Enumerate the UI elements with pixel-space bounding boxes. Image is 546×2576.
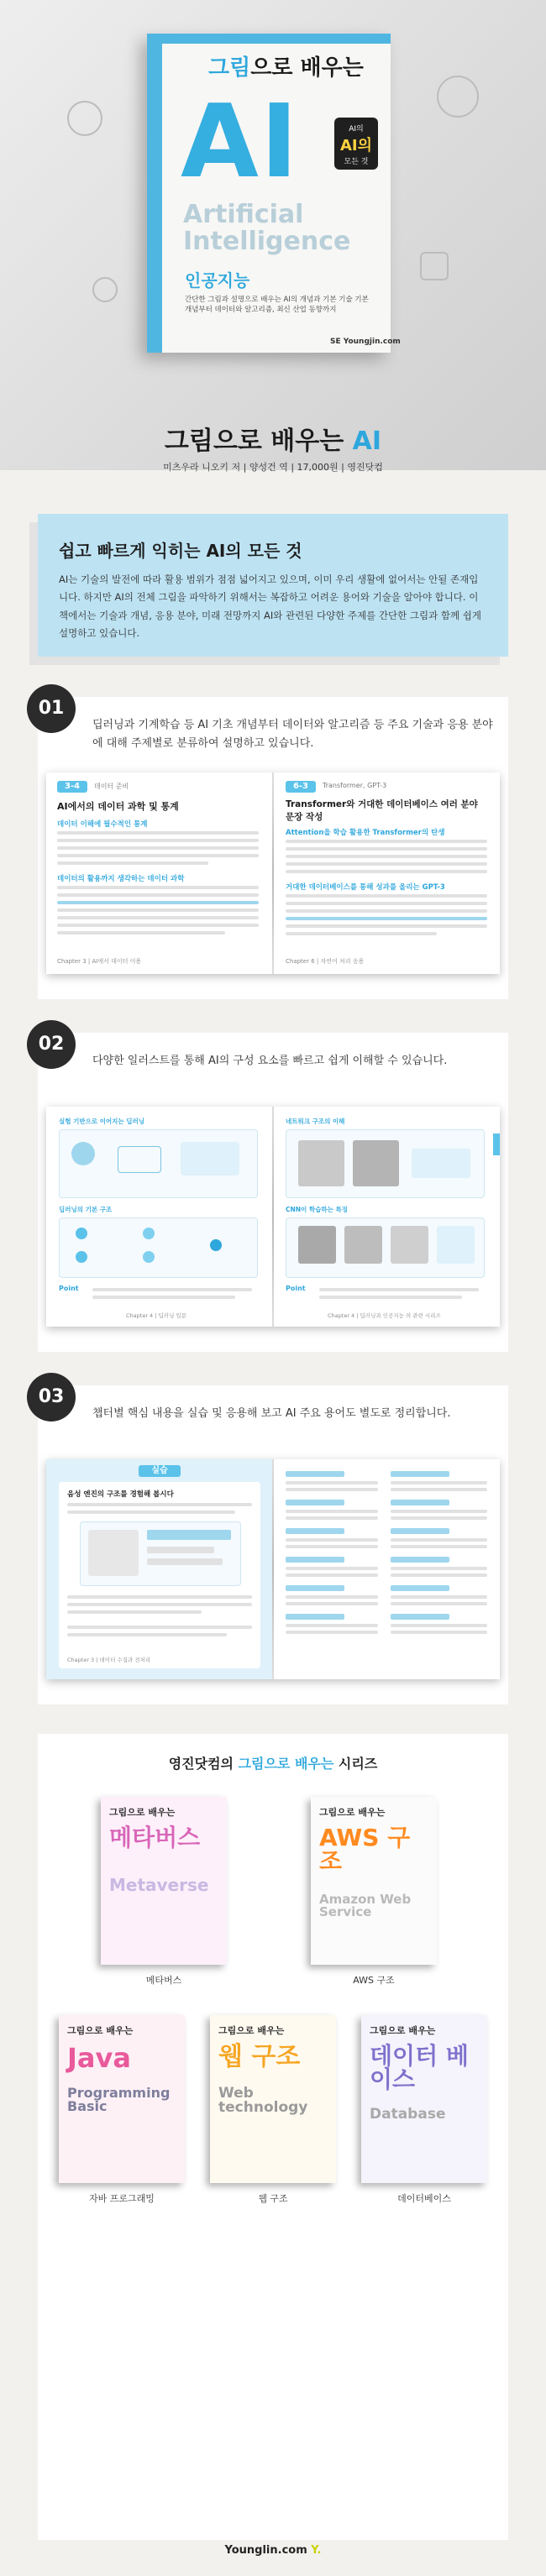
text-line <box>67 1626 252 1629</box>
glossary-term-bar <box>286 1614 344 1620</box>
text-line <box>391 1573 487 1577</box>
section-02-left-fig2: 딥러닝의 기본 구조 <box>59 1206 113 1213</box>
spread-gutter <box>272 1459 274 1679</box>
doodle-circle-icon <box>92 277 118 302</box>
book-cover-publisher: SE Youngjin.com <box>330 338 401 346</box>
text-line <box>57 846 259 850</box>
glossary-term-bar <box>286 1500 344 1505</box>
text-line <box>391 1538 487 1542</box>
series-book-metaverse[interactable] <box>101 1797 227 1965</box>
text-line <box>57 916 259 919</box>
spread-gutter <box>272 772 274 974</box>
text-line <box>92 1288 252 1291</box>
text-line <box>286 1602 378 1605</box>
section-02-text: 다양한 일러스트를 통해 AI의 구성 요소를 빠르고 쉽게 이해할 수 있습니다. <box>92 1055 448 1067</box>
glossary-term-bar <box>286 1585 344 1591</box>
text-line <box>391 1631 487 1634</box>
footer-logo: Younglin.com Y. <box>224 2544 322 2557</box>
section-03-left-heading: 음성 엔진의 구조를 경험해 봅시다 <box>67 1490 174 1499</box>
text-line <box>391 1545 487 1548</box>
ui-bar-icon <box>147 1530 231 1540</box>
series-title: 영진닷컴의 그림으로 배우는 시리즈 <box>168 1756 378 1772</box>
text-line <box>57 924 259 927</box>
text-line <box>286 847 487 851</box>
node-icon <box>143 1251 155 1263</box>
text-line <box>286 1567 378 1570</box>
glossary-term-bar <box>391 1614 449 1620</box>
series-book-title: 웹 구조 <box>218 2042 301 2071</box>
series-book-top: 그림으로 배우는 <box>67 2025 134 2036</box>
text-line <box>286 1545 378 1548</box>
text-line <box>286 1510 378 1513</box>
chart-illustration-icon <box>181 1142 239 1175</box>
series-book-java[interactable] <box>59 2015 185 2183</box>
glossary-term-bar <box>286 1528 344 1534</box>
text-line <box>57 908 259 912</box>
sample-image-icon <box>298 1140 344 1186</box>
text-line <box>391 1567 487 1570</box>
text-line <box>391 1595 487 1599</box>
sample-image-icon <box>353 1140 399 1186</box>
text-line <box>67 1603 252 1606</box>
text-line <box>286 932 437 935</box>
glossary-term-bar <box>391 1557 449 1563</box>
glossary-term-bar <box>286 1557 344 1563</box>
series-book-subtitle: Programming Basic <box>67 2085 171 2114</box>
node-icon <box>76 1228 87 1239</box>
series-book-label: 데이터베이스 <box>397 2193 451 2204</box>
text-line <box>286 870 487 873</box>
text-line <box>286 902 487 905</box>
text-line <box>286 855 487 858</box>
text-line <box>319 1296 462 1299</box>
text-line <box>286 1516 378 1520</box>
text-line <box>67 1633 227 1636</box>
section-03-left-footer: Chapter 3 | 데이터 수집과 전처리 <box>67 1657 151 1663</box>
series-book-label: 메타버스 <box>145 1975 182 1986</box>
text-line <box>286 1624 378 1627</box>
feature-map-icon <box>437 1226 475 1264</box>
page-title: 그림으로 배우는 AI <box>164 427 382 456</box>
section-01-left-sub2: 데이터의 활용까지 생각하는 데이터 과학 <box>57 875 185 883</box>
computer-icon <box>118 1146 161 1173</box>
doodle-circle-icon <box>67 101 102 136</box>
section-01-left-tab: 3-4 <box>57 781 87 793</box>
series-book-label: 웹 구조 <box>258 2193 288 2204</box>
text-line <box>57 861 208 865</box>
glossary-term-bar <box>391 1500 449 1505</box>
book-cover-badge: AI의 AI의 모든 것 <box>334 118 378 170</box>
section-number-01: 01 <box>27 684 76 733</box>
series-book-title: 메타버스 <box>109 1824 201 1851</box>
series-book-subtitle: Metaverse <box>109 1875 209 1895</box>
text-line <box>286 862 487 866</box>
text-line <box>57 854 259 857</box>
book-top-band <box>162 34 391 44</box>
section-01-right-footer: Chapter 6 | 자연어 처리 응용 <box>286 958 365 965</box>
series-book-title: AWS 구조 <box>319 1824 411 1875</box>
glossary-term-bar <box>391 1528 449 1534</box>
section-01-right-sub2: 거대한 데이터베이스를 통해 성과를 올리는 GPT-3 <box>286 883 445 892</box>
window-icon <box>88 1530 139 1576</box>
doodle-square-icon <box>420 252 449 280</box>
section-01-right-sub1: Attention을 학습 활용한 Transformer의 탄생 <box>286 829 445 837</box>
spread-gutter <box>272 1107 274 1327</box>
section-01-text: 딥러닝과 기계학습 등 AI 기초 개념부터 데이터와 알고리즘 등 주요 기술과 응용 분야에 대해 주제별로 분류하여 설명하고 있습니다. <box>92 719 493 751</box>
text-line <box>67 1595 252 1599</box>
book-cover-english: Artificial Intelligence <box>183 200 351 256</box>
series-book-aws[interactable] <box>311 1797 437 1965</box>
text-line <box>57 931 225 935</box>
text-line <box>67 1503 252 1506</box>
illustration-box <box>59 1217 258 1278</box>
section-03-text: 챕터별 핵심 내용을 실습 및 응용해 보고 AI 주요 용어도 별도로 정리합니다. <box>92 1407 451 1420</box>
text-line <box>286 1595 378 1599</box>
series-book-database[interactable] <box>361 2015 487 2183</box>
text-line <box>57 893 259 897</box>
section-01-right-tab-note: Transformer, GPT-3 <box>323 782 387 789</box>
book-cover-subtitle: 인공지능 <box>185 270 250 291</box>
section-03-left-tab: 실습 <box>139 1465 181 1477</box>
section-02-right-fig2: CNN이 학습하는 특징 <box>286 1206 348 1213</box>
ui-bar-icon <box>147 1547 214 1553</box>
text-line <box>391 1602 487 1605</box>
section-01-left-footer: Chapter 3 | AI에서 데이터 이용 <box>57 958 142 965</box>
text-line <box>67 1610 202 1614</box>
text-line <box>286 924 487 928</box>
series-book-top: 그림으로 배우는 <box>218 2025 285 2036</box>
text-line <box>319 1288 479 1291</box>
text-line <box>391 1510 487 1513</box>
text-line <box>286 909 487 913</box>
text-line <box>391 1516 487 1520</box>
series-book-subtitle: Web technology <box>218 2085 308 2116</box>
text-line <box>286 1631 378 1634</box>
glossary-term-bar <box>391 1471 449 1477</box>
section-02-right-fig1: 네트워크 구조의 이해 <box>286 1118 345 1125</box>
series-book-label: 자바 프로그래밍 <box>89 2193 155 2204</box>
section-01-right-tab: 6-3 <box>286 781 316 793</box>
text-line <box>286 840 487 843</box>
feature-map-icon <box>412 1149 470 1178</box>
page-side-tab <box>493 1134 500 1155</box>
section-01-left-sub1: 데이터 이해에 필수적인 통계 <box>57 820 148 829</box>
text-line <box>286 1481 378 1484</box>
text-line-highlight <box>57 901 259 904</box>
section-01-left-heading: AI에서의 데이터 과학 및 통계 <box>57 801 179 812</box>
text-line <box>286 894 487 898</box>
book-cover-ai: AI <box>181 84 300 201</box>
sample-image-icon <box>391 1226 428 1264</box>
text-line <box>391 1481 487 1484</box>
section-01-left-tab-note: 데이터 준비 <box>94 783 129 790</box>
doodle-circle-icon <box>437 76 479 118</box>
book-meta-line: 미츠우라 니오키 저 | 양성건 역 | 17,000원 | 영진닷컴 <box>163 462 383 473</box>
sample-image-icon <box>298 1226 336 1264</box>
text-line <box>286 1573 378 1577</box>
section-number-02: 02 <box>27 1020 76 1069</box>
person-icon <box>71 1142 95 1165</box>
ui-bar-icon <box>147 1558 223 1565</box>
section-number-03: 03 <box>27 1373 76 1422</box>
series-book-subtitle: Database <box>370 2106 446 2123</box>
text-line <box>92 1296 235 1299</box>
book-spine <box>147 34 162 353</box>
text-line <box>391 1488 487 1491</box>
series-book-web[interactable] <box>210 2015 336 2183</box>
text-line <box>57 831 259 835</box>
series-book-label: AWS 구조 <box>353 1975 395 1986</box>
text-line <box>286 1488 378 1491</box>
text-line <box>57 886 259 889</box>
series-book-subtitle: Amazon Web Service <box>319 1892 412 1919</box>
sample-image-icon <box>344 1226 382 1264</box>
text-line <box>391 1624 487 1627</box>
series-book-top: 그림으로 배우는 <box>370 2025 436 2036</box>
node-icon <box>76 1251 87 1263</box>
intro-title: 쉽고 빠르게 익히는 AI의 모든 것 <box>59 541 302 561</box>
section-02-left-footer: Chapter 4 | 딥러닝 입문 <box>126 1312 186 1319</box>
section-02-left-fig1: 실험 기반으로 이어지는 딥러닝 <box>59 1118 145 1125</box>
section-02-right-point: Point <box>286 1285 306 1292</box>
section-02-left-point: Point <box>59 1285 79 1292</box>
section-01-right-heading: Transformer와 거대한 데이터베이스 여러 분야 문장 작성 <box>286 799 478 822</box>
series-book-title: Java <box>67 2042 131 2074</box>
series-book-title: 데이터 베이스 <box>370 2042 469 2093</box>
glossary-term-bar <box>286 1471 344 1477</box>
text-line-highlight <box>286 917 487 920</box>
series-book-top: 그림으로 배우는 <box>109 1807 176 1818</box>
book-cover-title: 그림으로 배우는 <box>208 55 364 81</box>
section-02-right-footer: Chapter 4 | 딥러닝과 인공지능 의 관련 시리즈 <box>328 1312 441 1319</box>
book-cover-description: 간단한 그림과 설명으로 배우는 AI의 개념과 기본 기술 기본 개념부터 데이터와 알고리즘, 최신 산업 동향까지 <box>185 296 369 314</box>
text-line <box>67 1511 235 1514</box>
text-line <box>57 839 259 842</box>
node-icon <box>143 1228 155 1239</box>
node-icon <box>210 1239 222 1251</box>
text-line <box>286 1538 378 1542</box>
series-book-top: 그림으로 배우는 <box>319 1807 386 1818</box>
intro-body: AI는 기술의 발전에 따라 활용 범위가 점점 넓어지고 있으며, 이미 우리 생활에 없어서는 안될 존재입니다. 하지만 AI의 전체 그림을 파악하기 위해서는 복잡하고 어려운 용어와 기술을 알아야 합니다. 이 책에서는 기술과 개념, 응용 분야, 미래 전망까지 AI와 관련된 다양한 주제를 간단한 그림과 함께 쉽게 설명하고 있습니다. <box>59 573 481 639</box>
glossary-term-bar <box>391 1585 449 1591</box>
